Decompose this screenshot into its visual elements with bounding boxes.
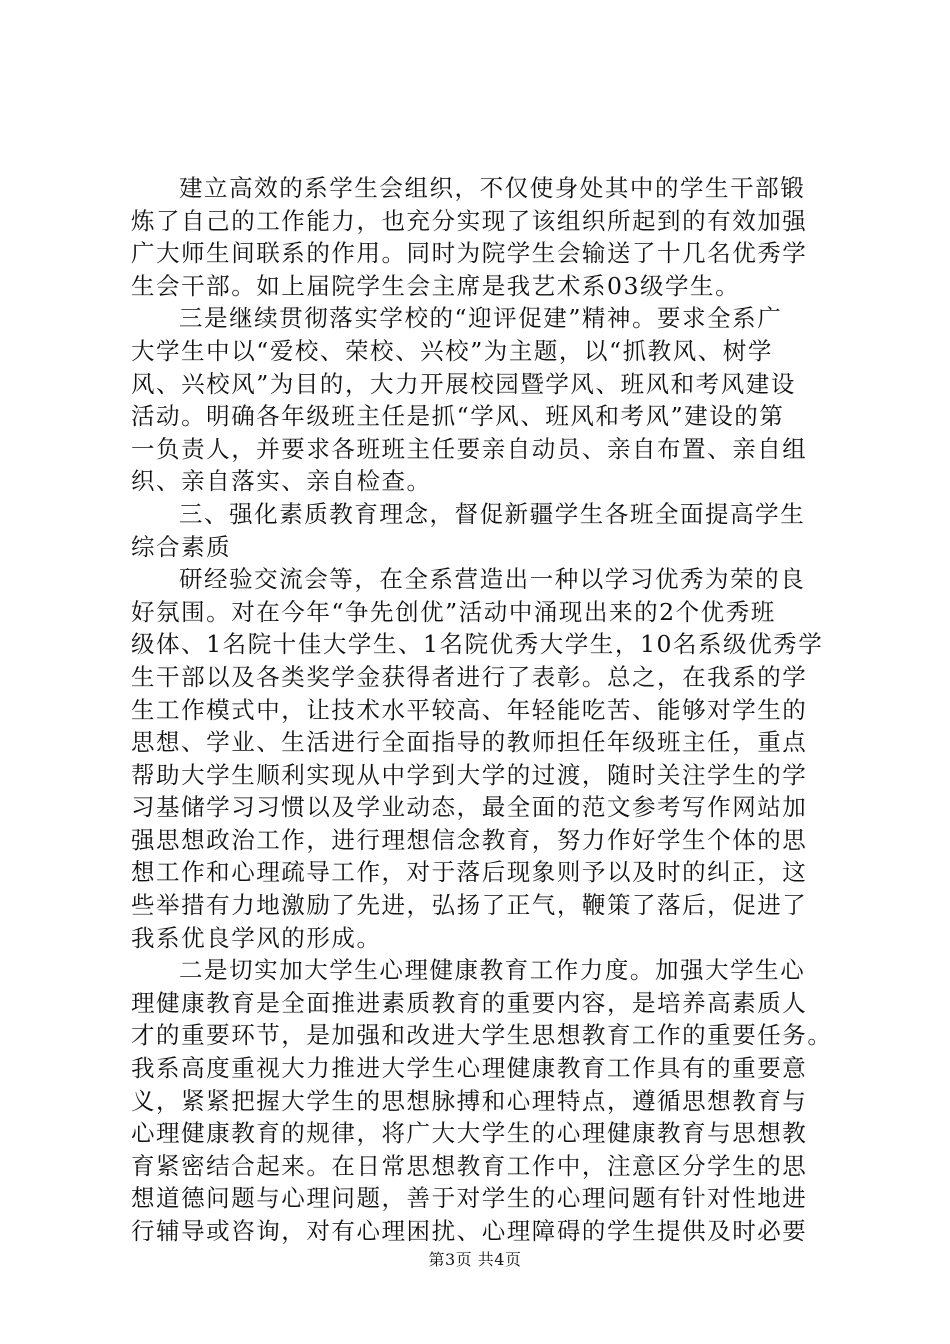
paragraph-line: 义，紧紧把握大学生的思想脉搏和心理特点，遵循思想教育与 <box>131 1086 808 1115</box>
paragraph-line: 想道德问题与心理问题，善于对学生的心理问题有针对性地进 <box>131 1184 808 1213</box>
paragraph-line: 我系优良学风的形成。 <box>131 923 382 952</box>
paragraph-line: 些举措有力地激励了先进，弘扬了正气，鞭策了落后，促进了 <box>131 891 808 920</box>
paragraph-line: 大学生中以“爱校、荣校、兴校”为主题，以“抓教风、树学 <box>131 336 773 365</box>
paragraph-line: 生会干部。如上届院学生会主席是我艺术系03级学生。 <box>131 271 741 300</box>
paragraph-line: 行辅导或咨询，对有心理困扰、心理障碍的学生提供及时必要 <box>131 1217 808 1245</box>
paragraph-line: 生工作模式中，让技术水平较高、年轻能吃苦、能够对学生的 <box>131 695 808 724</box>
paragraph-line: 思想、学业、生活进行全面指导的教师担任年级班主任，重点 <box>131 728 808 757</box>
paragraph-line: 想工作和心理疏导工作，对于落后现象则予以及时的纠正，这 <box>131 858 808 887</box>
section-heading-line: 三、强化素质教育理念，督促新疆学生各班全面提高学生 <box>179 499 806 528</box>
paragraph-line: 活动。明确各年级班主任是抓“学风、班风和考风”建设的第 <box>131 402 785 431</box>
paragraph-line: 我系高度重视大力推进大学生心理健康教育工作具有的重要意 <box>131 1054 808 1083</box>
paragraph-line: 一负责人，并要求各班班主任要亲自动员、亲自布置、亲自组 <box>131 434 808 463</box>
paragraph-line: 风、兴校风”为目的，大力开展校园暨学风、班风和考风建设 <box>131 369 796 398</box>
paragraph-line: 习基储学习习惯以及学业动态，最全面的范文参考写作网站加 <box>131 793 808 822</box>
paragraph-line: 三是继续贯彻落实学校的“迎评促建”精神。要求全系广 <box>179 304 783 333</box>
paragraph-line: 炼了自己的工作能力，也充分实现了该组织所起到的有效加强 <box>131 206 808 235</box>
paragraph-line: 帮助大学生顺利实现从中学到大学的过渡，随时关注学生的学 <box>131 760 808 789</box>
paragraph-line: 才的重要环节，是加强和改进大学生思想教育工作的重要任务。 <box>131 1021 833 1050</box>
paragraph-line: 织、亲自落实、亲自检查。 <box>131 467 432 496</box>
paragraph-line: 心理健康教育的规律，将广大大学生的心理健康教育与思想教 <box>131 1119 808 1148</box>
paragraph-line: 广大师生间联系的作用。同时为院学生会输送了十几名优秀学 <box>131 239 808 268</box>
paragraph-line: 强思想政治工作，进行理想信念教育，努力作好学生个体的思 <box>131 825 808 854</box>
section-heading-line: 综合素质 <box>131 532 232 561</box>
body-text <box>131 172 831 1248</box>
paragraph-line: 建立高效的系学生会组织，不仅使身处其中的学生干部锻 <box>179 174 806 202</box>
paragraph-line: 理健康教育是全面推进素质教育的重要内容，是培养高素质人 <box>131 988 808 1017</box>
paragraph-line: 研经验交流会等，在全系营造出一种以学习优秀为荣的良 <box>179 565 806 594</box>
paragraph-line: 育紧密结合起来。在日常思想教育工作中，注意区分学生的思 <box>131 1151 808 1180</box>
paragraph-line: 二是切实加大学生心理健康教育工作力度。加强大学生心 <box>179 956 806 985</box>
paragraph-line: 级体、1名院十佳大学生、1名院优秀大学生，10名系级优秀学 <box>131 630 824 659</box>
paragraph-line: 生干部以及各类奖学金获得者进行了表彰。总之，在我系的学 <box>131 662 808 691</box>
paragraph-line: 好氛围。对在今年“争先创优”活动中涌现出来的2个优秀班 <box>131 597 776 626</box>
page-footer: 第3页 共4页 <box>428 1250 522 1269</box>
